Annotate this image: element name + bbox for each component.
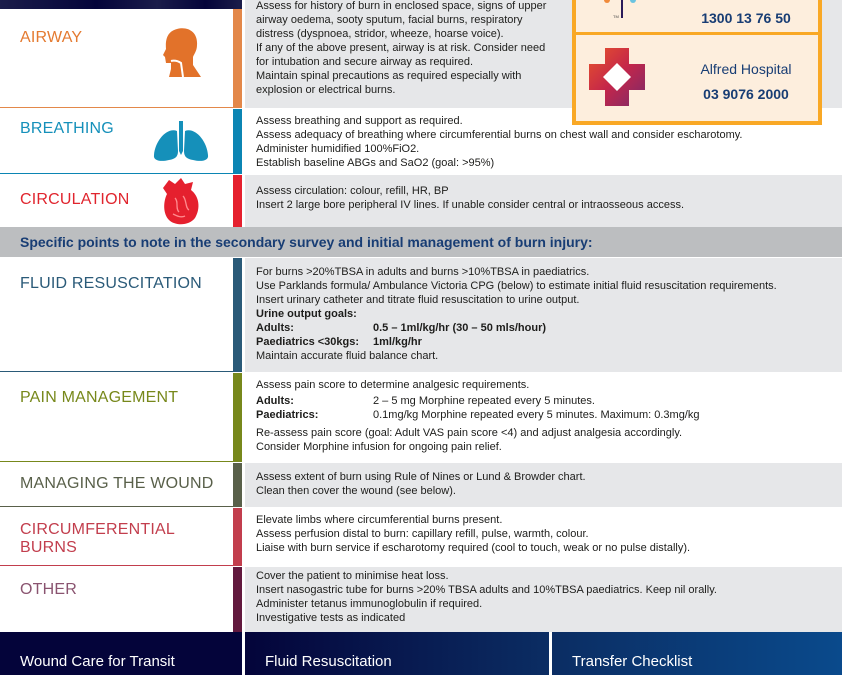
circumferential-color-bar: [233, 508, 242, 566]
contact-name-2: Alfred Hospital: [700, 61, 792, 77]
breathing-color-bar: [233, 109, 242, 174]
dose-paediatrics: Paediatrics: 0.1mg/kg Morphine repeated every 5 minutes. Maximum: 0.3mg/kg: [256, 409, 700, 421]
emergency-contacts-box: [572, 0, 822, 125]
fluid-resuscitation-row: [0, 258, 842, 372]
service-logo-icon: [601, 0, 641, 22]
secondary-survey-heading: Specific points to note in the secondary survey and initial management of burn injury:: [0, 227, 842, 257]
circulation-color-bar: [233, 175, 242, 227]
urine-goal-paediatrics: Paediatrics <30kgs: 1ml/kg/hr: [256, 336, 422, 348]
tab-wound-care-for-transit[interactable]: Wound Care for Transit: [0, 632, 242, 675]
other-row: [0, 567, 842, 632]
pain-color-bar: [233, 373, 242, 462]
pain-management-label: PAIN MANAGEMENT: [20, 389, 179, 406]
airway-color-bar: [233, 9, 242, 108]
circumferential-burns-label: CIRCUMFERENTIAL BURNS: [20, 521, 175, 556]
circulation-label: CIRCULATION: [20, 191, 130, 208]
heart-icon: [161, 178, 201, 226]
fluid-content: For burns >20%TBSA in adults and burns >10%TBSA in paediatrics. Use Parklands formula/ Ambulance Victoria CPG (below) to estimate initial fluid resuscitation requirements. Insert urinary catheter and titrate fluid resuscitation to urine output. Urine output goals: Adults: 0.5 – 1ml/kg/hr (30 – 50 mls/hour) Paediatrics <30kgs: 1ml/kg/hr Maintain accurate fluid balance chart.: [245, 258, 842, 372]
managing-wound-row: [0, 463, 842, 507]
other-color-bar: [233, 567, 242, 632]
wound-content: Assess extent of burn using Rule of Nines or Lund & Browder chart. Clean then cover the wound (see below).: [245, 463, 842, 507]
circumferential-burns-row: [0, 508, 842, 566]
alfred-cross-logo-icon: [587, 48, 647, 106]
other-content: Cover the patient to minimise heat loss. Insert nasogastric tube for burns >20% TBSA adults and 10%TBSA paediatrics. Keep nil orally. Administer tetanus immunoglobulin if required. Investigative tests as indicated: [245, 567, 842, 632]
airway-label: AIRWAY: [20, 29, 83, 46]
fluid-color-bar: [233, 258, 242, 372]
svg-text:TM: TM: [613, 14, 619, 19]
circulation-content: Assess circulation: colour, refill, HR, BP Insert 2 large bore peripheral IV lines. If unable consider central or intraosseous access.: [245, 175, 842, 227]
urine-goal-adults: Adults: 0.5 – 1ml/kg/hr (30 – 50 mls/hour): [256, 322, 547, 334]
lungs-icon: [153, 121, 209, 163]
circumferential-content: Elevate limbs where circumferential burns present. Assess perfusion distal to burn: capillary refill, pulse, warmth, colour. Liaise with burn service if escharotomy required (cool to touch, weak or no pulse distally).: [245, 508, 842, 566]
tab-transfer-checklist[interactable]: Transfer Checklist: [552, 632, 842, 675]
tab-fluid-resuscitation[interactable]: Fluid Resuscitation: [245, 632, 549, 675]
wound-color-bar: [233, 463, 242, 507]
breathing-content: Assess breathing and support as required. Assess adequacy of breathing where circumferential burns on chest wall and consider escharotomy. Administer humidified 100%FiO2. Establish baseline ABGs and SaO2 (goal: >95%): [245, 109, 842, 174]
breathing-label: BREATHING: [20, 120, 114, 137]
pain-content: Assess pain score to determine analgesic requirements. Adults: 2 – 5 mg Morphine repeated every 5 minutes. Paediatrics: 0.1mg/kg Morphine repeated every 5 minutes. Maximum: 0.3mg/kg Re-assess pain score (goal: Adult VAS pain score <4) and adjust analgesia accordingly. Consider Morphine infusion for ongoing pain relief.: [245, 373, 842, 462]
airway-content: Assess for history of burn in enclosed space, signs of upper airway oedema, sooty sputum, facial burns, respiratory distress (dyspnoea, stridor, wheeze, hoarse voice). If any of the above present, airway is at risk. Consider need for intubation and secure airway as required. Maintain spinal precautions as required especially with explosion or electrical burns.: [245, 0, 842, 108]
circulation-row: [0, 175, 842, 227]
top-banner-strip: [0, 0, 242, 9]
fluid-resuscitation-label: FLUID RESUSCITATION: [20, 275, 202, 292]
contact-phone-2: 03 9076 2000: [703, 86, 789, 102]
head-airway-icon: [163, 27, 203, 79]
contact-divider: [576, 32, 818, 35]
pain-management-row: [0, 373, 842, 462]
other-label: OTHER: [20, 581, 77, 598]
contact-phone-1: 1300 13 76 50: [701, 10, 791, 26]
managing-wound-label: MANAGING THE WOUND: [20, 475, 214, 492]
dose-adults: Adults: 2 – 5 mg Morphine repeated every 5 minutes.: [256, 395, 595, 407]
